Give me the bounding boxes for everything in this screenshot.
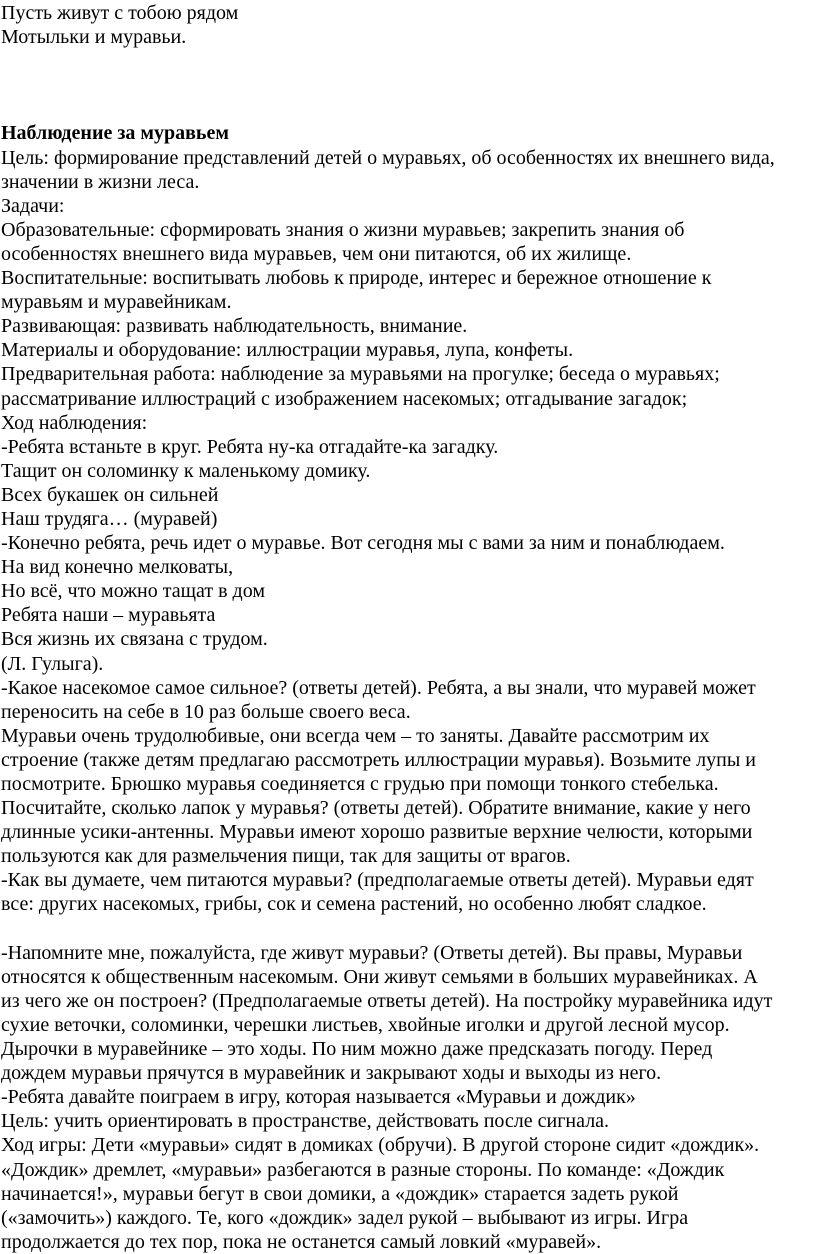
- text-line: -Какое насекомое самое сильное? (ответы детей). Ребята, а вы знали, что муравей может: [1, 676, 756, 699]
- text-line: Предварительная работа: наблюдение за муравьями на прогулке; беседа о муравьях;: [1, 363, 720, 386]
- text-line: все: других насекомых, грибы, сок и семена растений, но особенно любят сладкое.: [1, 893, 707, 916]
- text-line: («замочить») каждого. Те, кого «дождик» задел рукой – выбывают из игры. Игра: [1, 1206, 689, 1229]
- text-line: Посчитайте, сколько лапок у муравья? (ответы детей). Обратите внимание, какие у него: [1, 797, 751, 820]
- blank-line: [1, 49, 816, 73]
- text-line: Но всё, что можно тащат в дом: [1, 580, 265, 603]
- text-line: Муравьи очень трудолюбивые, они всегда чем – то заняты. Давайте рассмотрим их: [1, 724, 710, 747]
- poem-line: Мотыльки и муравьи.: [1, 26, 187, 49]
- text-line: Всех букашек он сильней: [1, 483, 219, 506]
- text-line: Воспитательные: воспитывать любовь к природе, интерес и бережное отношение к: [1, 267, 712, 290]
- text-line: Тащит он соломинку к маленькому домику.: [1, 459, 371, 482]
- text-line: Развивающая: развивать наблюдательность, внимание.: [1, 315, 468, 338]
- text-line: Вся жизнь их связана с трудом.: [1, 628, 268, 651]
- text-line: рассматривание иллюстраций с изображением насекомых; отгадывание загадок;: [1, 387, 688, 410]
- text-line: Задачи:: [1, 194, 65, 217]
- text-line: -Конечно ребята, речь идет о муравье. Вот сегодня мы с вами за ним и понаблюдаем.: [1, 532, 725, 555]
- section-heading: Наблюдение за муравьем: [1, 122, 229, 145]
- text-line: Дырочки в муравейнике – это ходы. По ним можно даже предсказать погоду. Перед: [1, 1038, 713, 1061]
- blank-line: [1, 97, 816, 121]
- text-line: переносить на себе в 10 раз больше своего веса.: [1, 700, 411, 723]
- text-line: длинные усики-антенны. Муравьи имеют хорошо развитые верхние челюсти, которыми: [1, 821, 753, 844]
- text-line: Ребята наши – муравьята: [1, 604, 216, 627]
- poem-line: Пусть живут с тобою рядом: [1, 2, 239, 24]
- text-line: Образовательные: сформировать знания о жизни муравьев; закрепить знания об: [1, 218, 685, 241]
- text-line: дождем муравьи прячутся в муравейник и закрывают ходы и выходы из него.: [1, 1062, 662, 1085]
- text-line: Ход игры: Дети «муравьи» сидят в домиках (обручи). В другой стороне сидит «дождик».: [1, 1134, 760, 1157]
- text-line: «Дождик» дремлет, «муравьи» разбегаются в разные стороны. По команде: «Дождик: [1, 1158, 725, 1181]
- blank-line: [1, 73, 816, 97]
- text-line: значении в жизни леса.: [1, 170, 200, 193]
- text-line: сухие веточки, соломинки, черешки листьев, хвойные иголки и другой лесной мусор.: [1, 1013, 730, 1036]
- text-line: Наш трудяга… (муравей): [1, 507, 218, 530]
- text-line: -Ребята встаньте в круг. Ребята ну-ка отгадайте-ка загадку.: [1, 435, 499, 458]
- text-line: посмотрите. Брюшко муравья соединяется с грудью при помощи тонкого стебелька.: [1, 773, 719, 795]
- text-line: пользуются как для размельчения пищи, так для защиты от врагов.: [1, 845, 571, 868]
- body-text: [1, 146, 816, 917]
- text-line: (Л. Гулыга).: [1, 652, 104, 675]
- body-text-continued: [1, 941, 816, 1254]
- text-line: продолжается до тех пор, пока не останется самый ловкий «муравей».: [1, 1230, 602, 1253]
- text-line: муравьям и муравейникам.: [1, 291, 232, 314]
- text-line: Ход наблюдения:: [1, 411, 148, 434]
- text-line: из чего же он построен? (Предполагаемые ответы детей). На постройку муравейника идут: [1, 989, 773, 1012]
- text-line: На вид конечно мелковаты,: [1, 556, 234, 579]
- blank-line: [1, 917, 816, 941]
- text-line: -Как вы думаете, чем питаются муравьи? (предполагаемые ответы детей). Муравьи едят: [1, 869, 754, 892]
- text-line: -Напомните мне, пожалуйста, где живут муравьи? (Ответы детей). Вы правы, Муравьи: [1, 941, 743, 964]
- text-line: -Ребята давайте поиграем в игру, которая называется «Муравьи и дождик»: [1, 1086, 636, 1109]
- text-line: Цель: формирование представлений детей о муравьях, об особенностях их внешнего вида,: [1, 146, 775, 169]
- text-line: Материалы и оборудование: иллюстрации муравья, лупа, конфеты.: [1, 339, 574, 362]
- text-line: Цель: учить ориентировать в пространстве, действовать после сигнала.: [1, 1110, 610, 1133]
- text-line: строение (также детям предлагаю рассмотреть иллюстрации муравья). Возьмите лупы и: [1, 748, 757, 771]
- text-line: особенностях внешнего вида муравьев, чем они питаются, об их жилище.: [1, 242, 632, 265]
- poem-intro: [1, 0, 816, 49]
- text-line: начинается!», муравьи бегут в свои домики, а «дождик» старается задеть рукой: [1, 1182, 679, 1205]
- text-line: относятся к общественным насекомым. Они живут семьями в больших муравейниках. А: [1, 965, 758, 988]
